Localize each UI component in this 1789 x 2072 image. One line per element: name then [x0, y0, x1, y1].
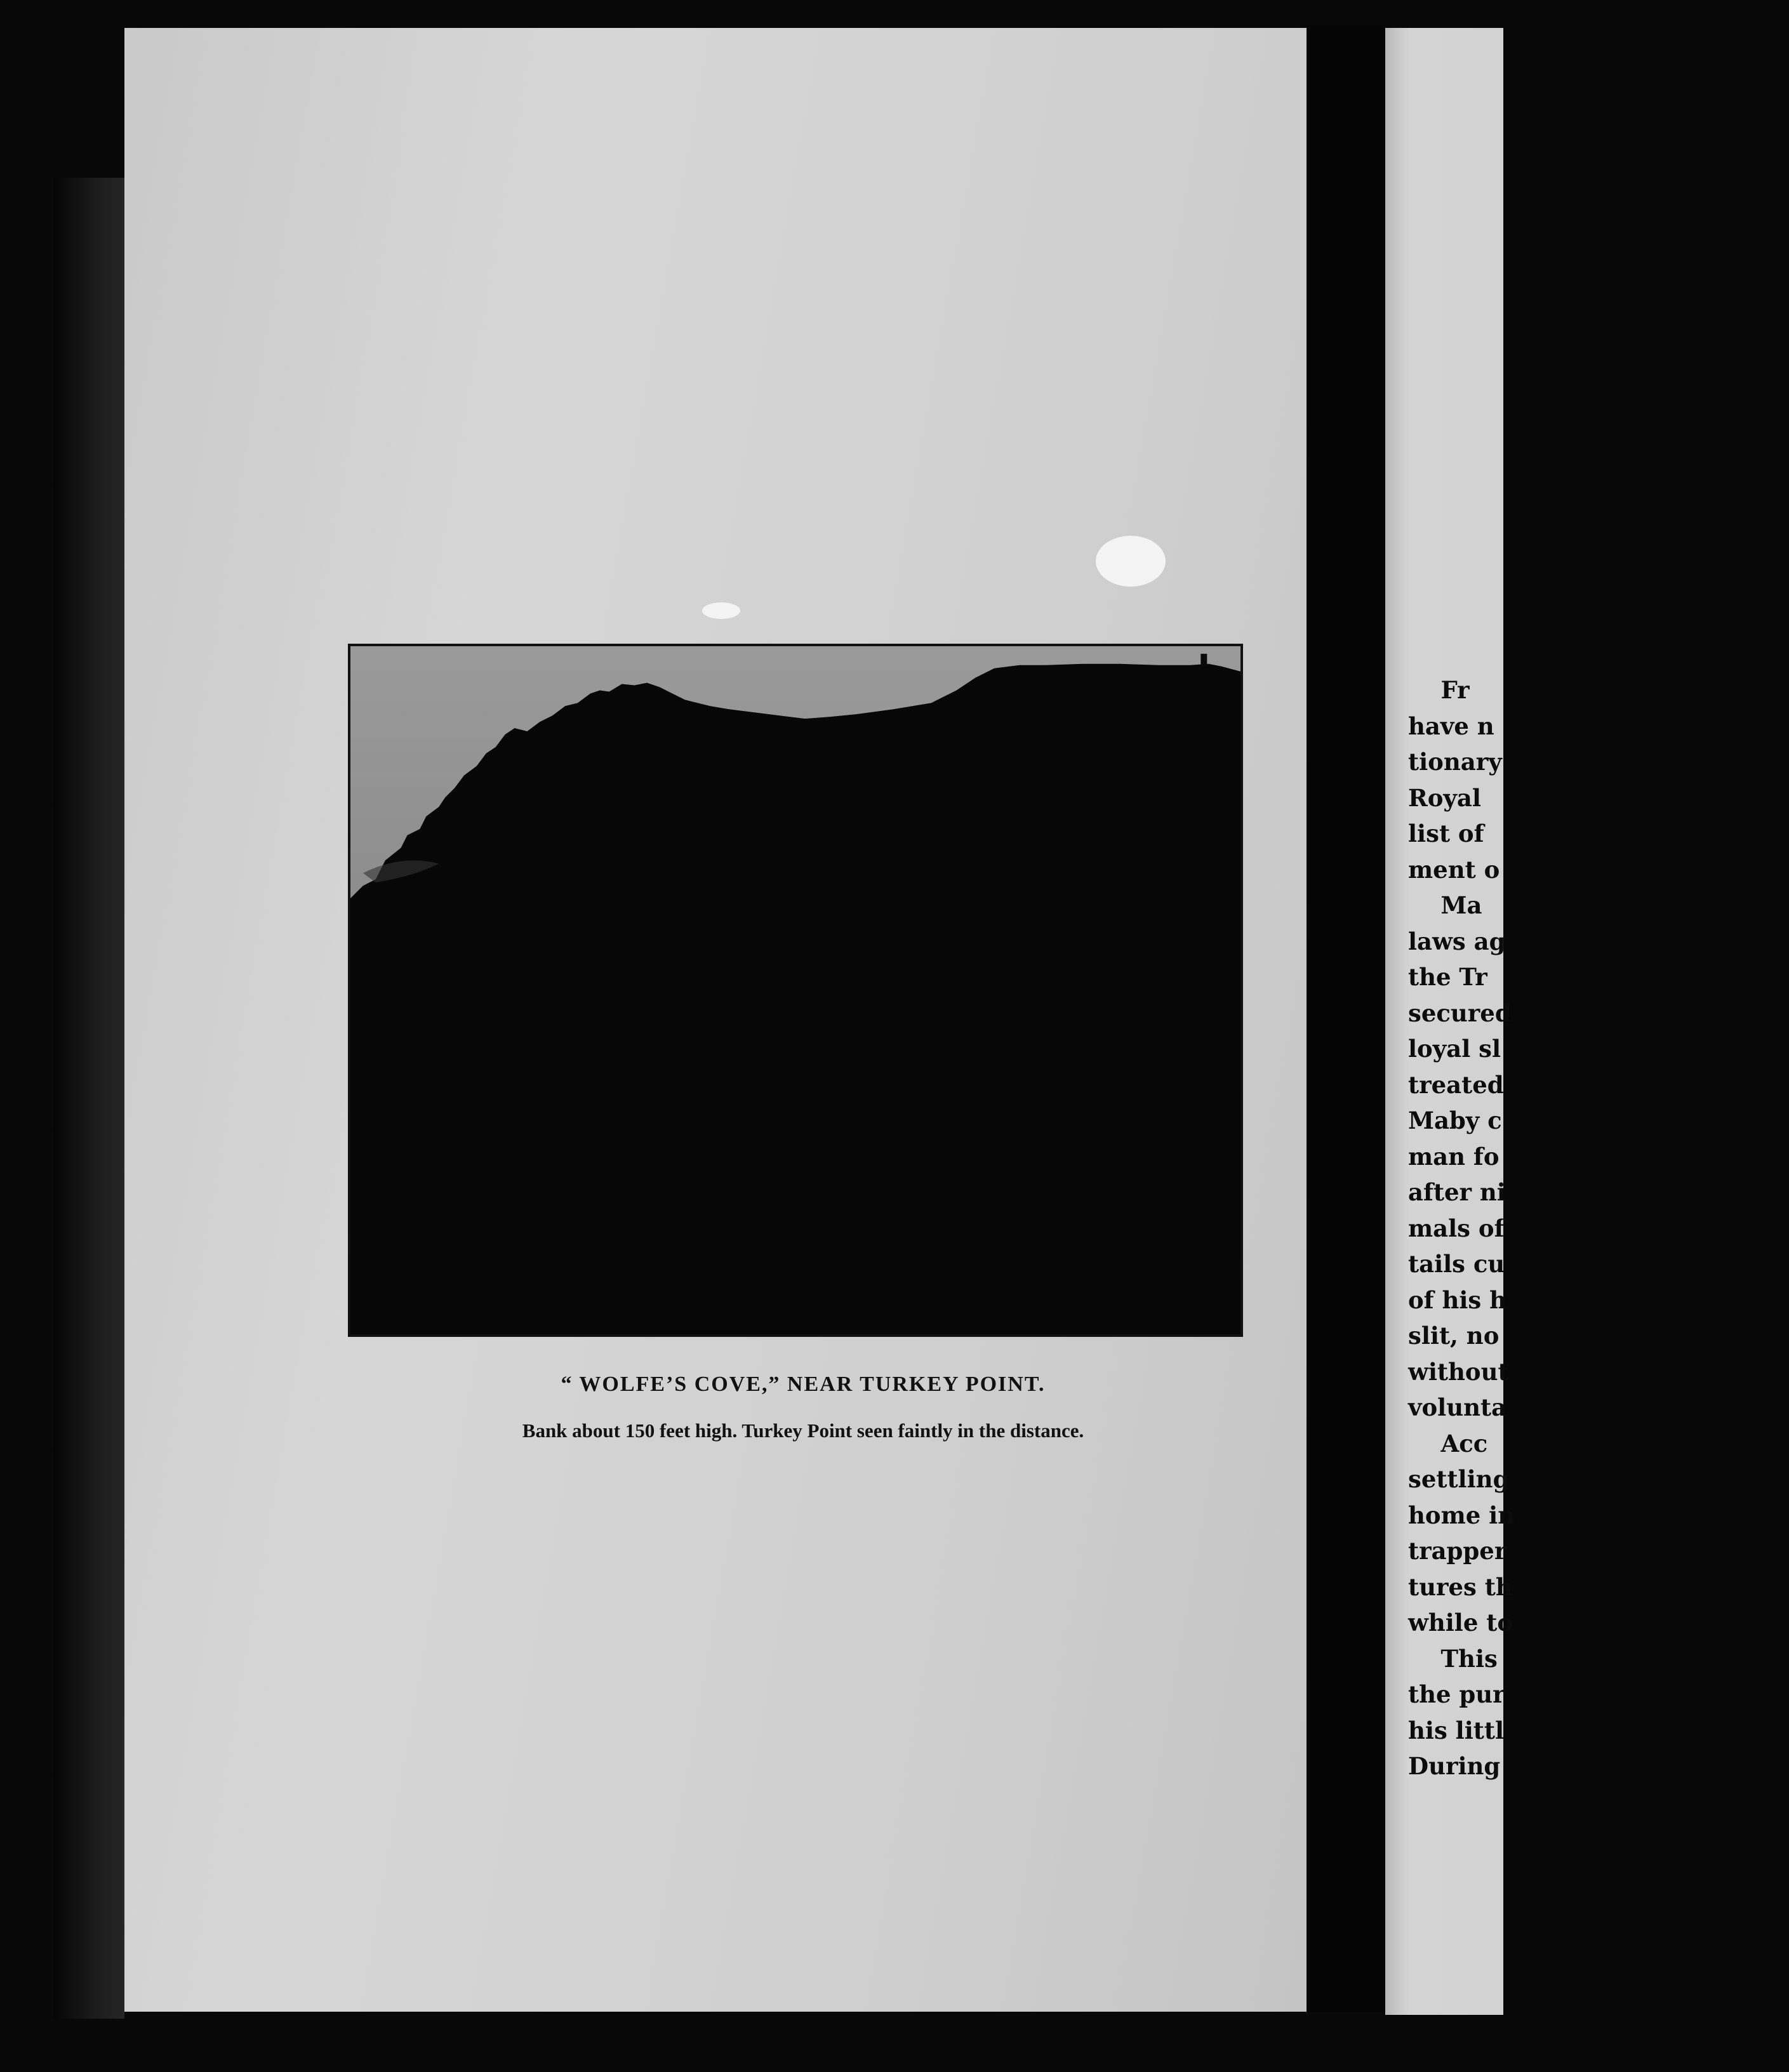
- text-line: loyal sl: [1408, 1035, 1501, 1063]
- text-line: treated: [1408, 1070, 1504, 1099]
- cliff-silhouette: [350, 664, 1240, 1334]
- right-page: [1385, 28, 1515, 2015]
- text-line: tails cu: [1408, 1250, 1505, 1278]
- text-line: This: [1408, 1644, 1498, 1673]
- text-line: mals of: [1408, 1214, 1505, 1242]
- text-line: home in: [1408, 1501, 1515, 1529]
- text-line: During: [1408, 1752, 1501, 1780]
- text-line: ment o: [1408, 855, 1500, 884]
- text-line: settling: [1408, 1465, 1510, 1493]
- text-line: Maby c: [1408, 1106, 1502, 1134]
- text-line: trapper: [1408, 1537, 1507, 1565]
- paper-stain: [1096, 536, 1166, 587]
- text-line: Acc: [1408, 1429, 1488, 1458]
- book-edge: [53, 178, 124, 2019]
- text-line: of his h: [1408, 1285, 1507, 1314]
- text-line: while to: [1408, 1609, 1513, 1637]
- text-line: without: [1408, 1357, 1509, 1386]
- text-line: after ni: [1408, 1178, 1506, 1206]
- text-line: Fr: [1408, 676, 1470, 704]
- text-line: tures th: [1408, 1572, 1513, 1601]
- right-page-text: [1408, 672, 1789, 1784]
- text-line: secured: [1408, 999, 1512, 1027]
- photograph-wolfes-cove: [348, 644, 1243, 1337]
- text-line: the pur: [1408, 1680, 1505, 1708]
- text-line: his littl: [1408, 1716, 1505, 1744]
- figure-caption: “ WOLFE’S COVE,” NEAR TURKEY POINT.: [561, 1372, 1046, 1396]
- text-line: slit, no: [1408, 1322, 1500, 1350]
- text-line: volunta: [1408, 1393, 1507, 1421]
- book-gutter: [1307, 25, 1385, 2012]
- landscape-photo-icon: [350, 646, 1240, 1334]
- text-line: laws ag: [1408, 927, 1506, 955]
- figure-subcaption: Bank about 150 feet high. Turkey Point seen faintly in the distance.: [522, 1419, 1084, 1442]
- text-line: the Tr: [1408, 963, 1487, 991]
- text-line: Royal: [1408, 783, 1481, 812]
- text-line: tionary: [1408, 748, 1502, 776]
- text-line: man fo: [1408, 1142, 1500, 1171]
- text-line: Ma: [1408, 891, 1482, 919]
- text-line: have n: [1408, 712, 1494, 740]
- paper-stain: [702, 602, 740, 619]
- text-line: list of: [1408, 820, 1484, 847]
